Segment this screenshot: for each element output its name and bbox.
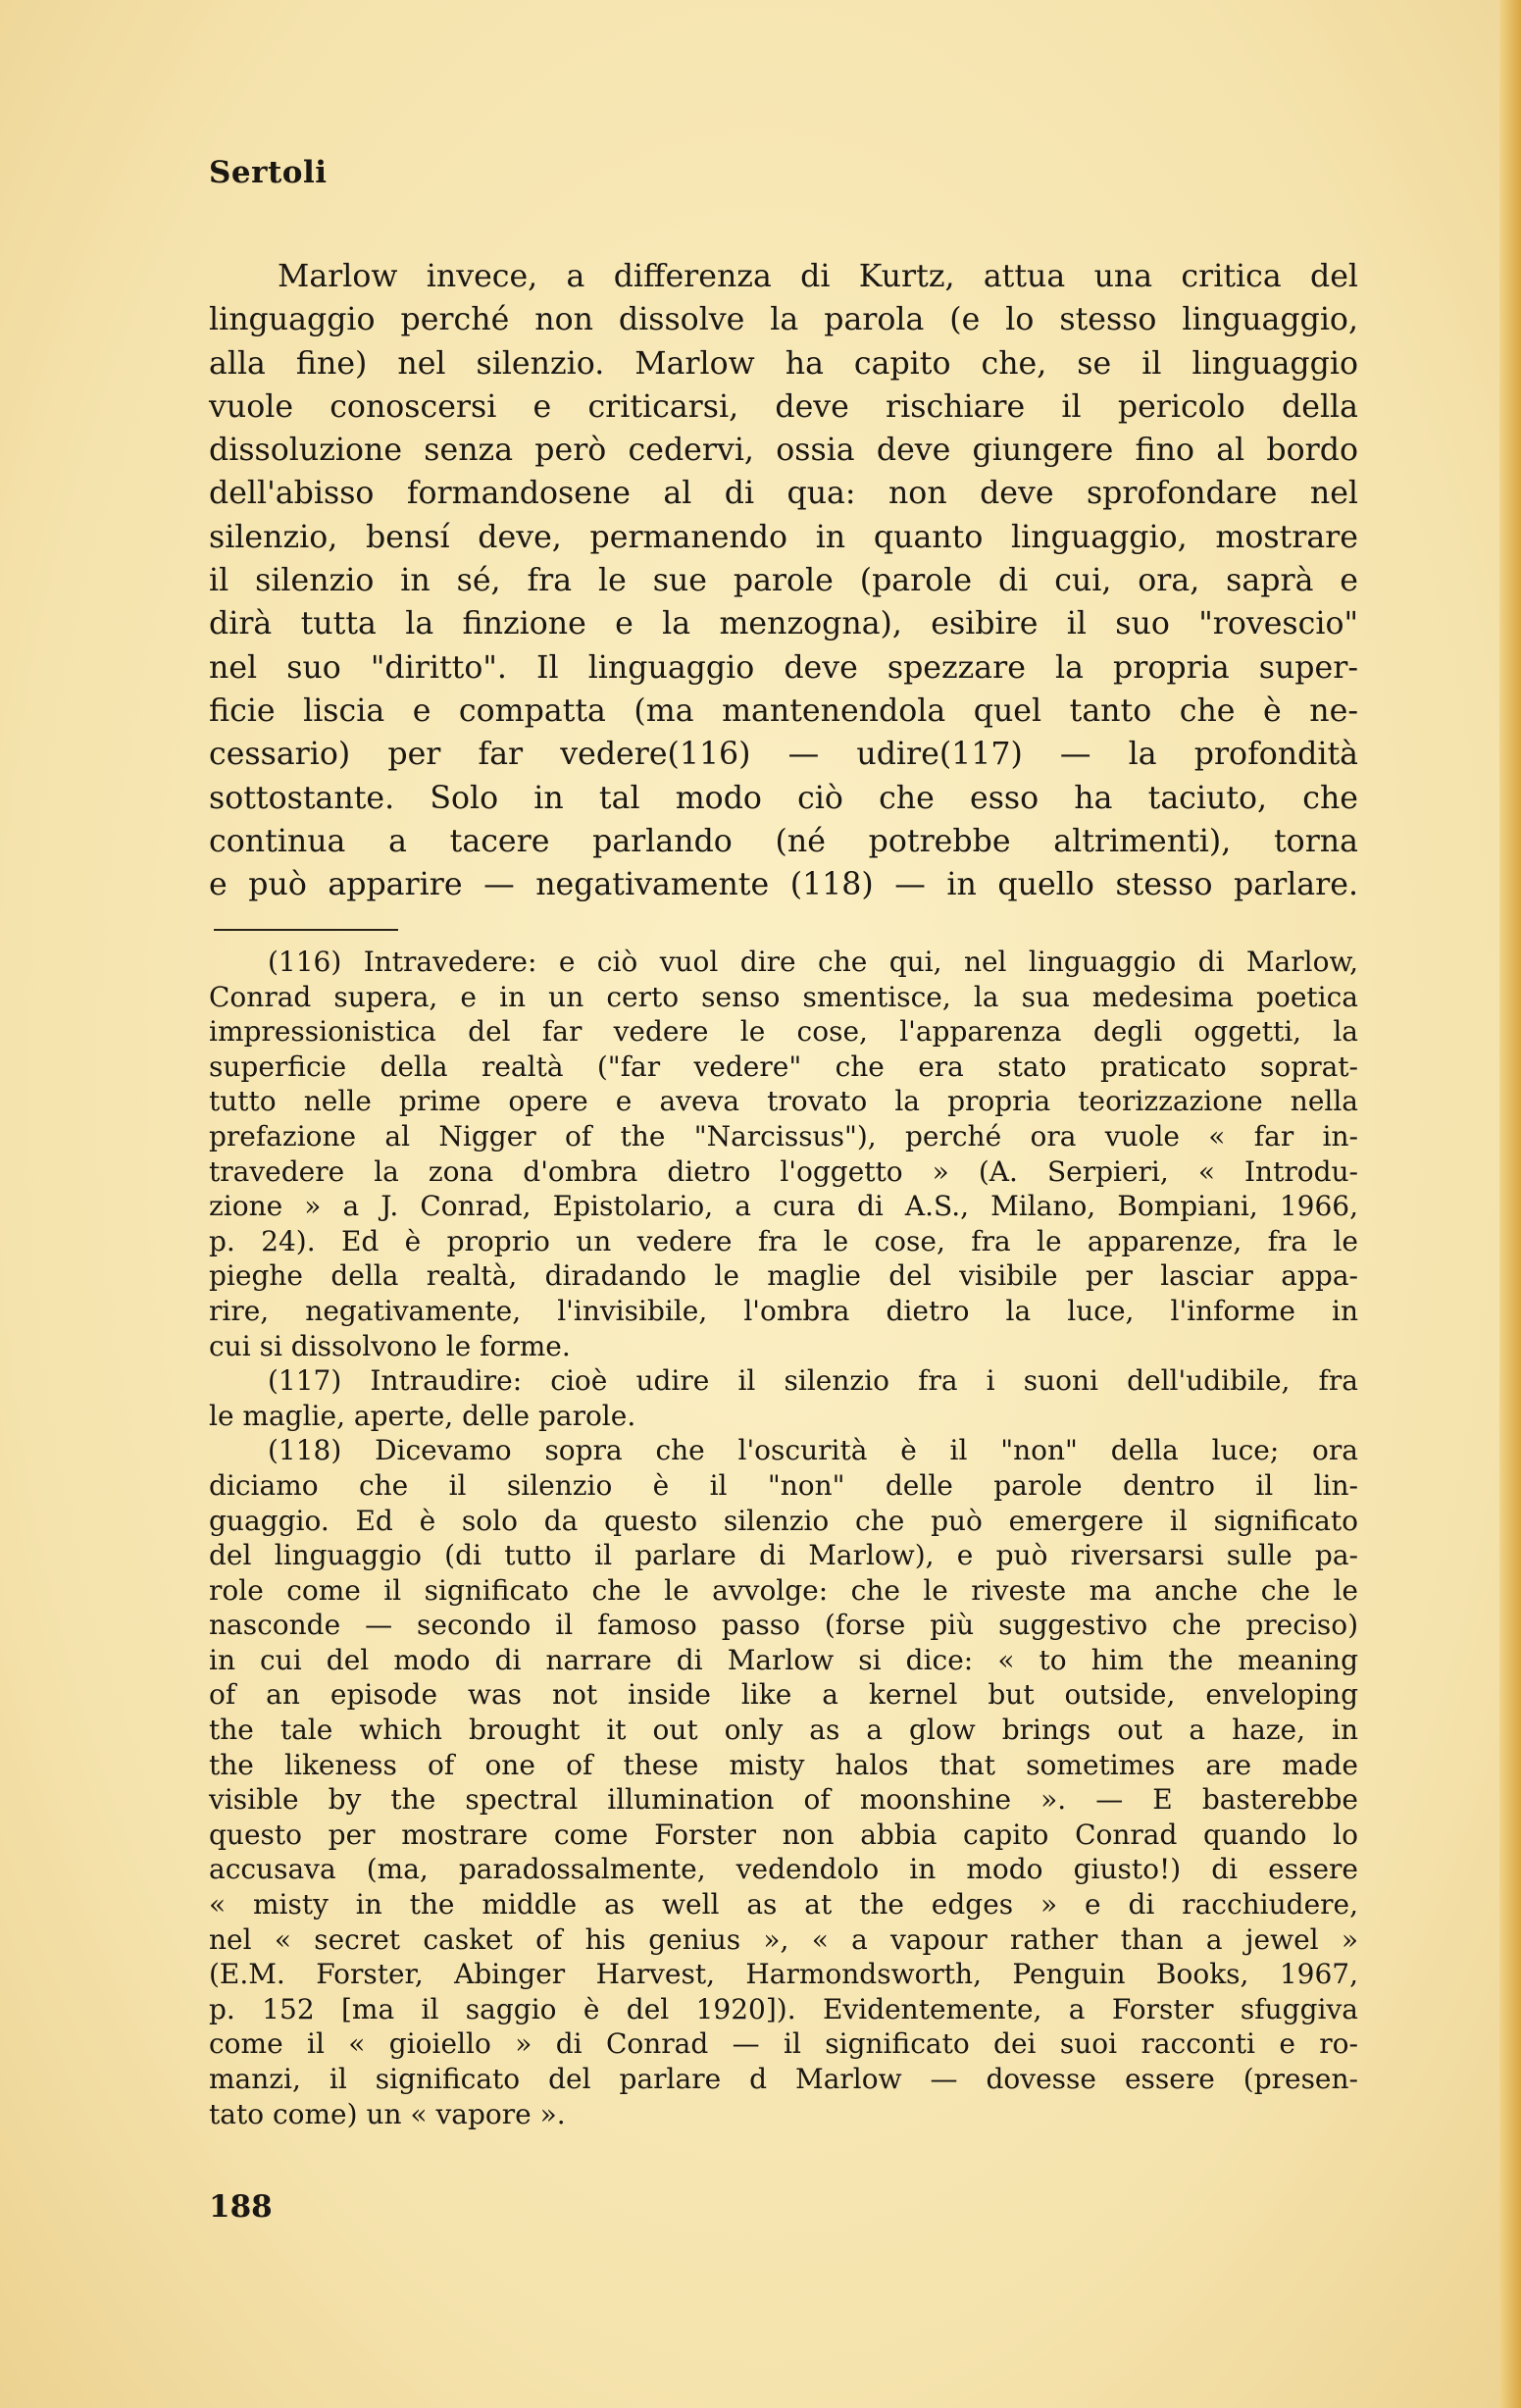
footnote-line: questo per mostrare come Forster non abbia capito Conrad quando lo xyxy=(209,1818,1358,1851)
main-line: dirà tutta la finzione e la menzogna), esibire il suo "rovescio" xyxy=(209,606,1358,642)
footnote-line: come il « gioiello » di Conrad — il significato dei suoi racconti e ro- xyxy=(209,2027,1358,2061)
main-line: il silenzio in sé, fra le sue parole (parole di cui, ora, saprà e xyxy=(209,563,1358,599)
footnote-line: cui si dissolvono le forme. xyxy=(209,1329,571,1362)
footnote-line: (116) Intravedere: e ciò vuol dire che qui, nel linguaggio di Marlow, xyxy=(268,946,1358,978)
main-line: dell'abisso formandosene al di qua: non deve sprofondare nel xyxy=(209,476,1358,512)
main-line: dissoluzione senza però cedervi, ossia deve giungere fino al bordo xyxy=(209,433,1358,469)
footnote-line: role come il significato che le avvolge: che le riveste ma anche che le xyxy=(209,1573,1358,1607)
footnote-line: rire, negativamente, l'invisibile, l'ombra dietro la luce, l'informe in xyxy=(209,1294,1358,1327)
main-line: sottostante. Solo in tal modo ciò che esso ha taciuto, che xyxy=(209,780,1358,816)
footnote-line: nasconde — secondo il famoso passo (forse più suggestivo che preciso) xyxy=(209,1609,1358,1642)
main-paragraph xyxy=(209,255,1358,906)
footnote-line: prefazione al Nigger of the "Narcissus"), perché ora vuole « far in- xyxy=(209,1119,1358,1153)
footnote-rule xyxy=(214,929,398,931)
footnote-line: tato come) un « vapore ». xyxy=(209,2097,566,2130)
footnote-line: Conrad supera, e in un certo senso smentisce, la sua medesima poetica xyxy=(209,980,1358,1013)
main-line: alla fine) nel silenzio. Marlow ha capito che, se il linguaggio xyxy=(209,345,1358,382)
main-line: vuole conoscersi e criticarsi, deve rischiare il pericolo della xyxy=(209,388,1358,425)
footnote-line: visible by the spectral illumination of moonshine ». — E basterebbe xyxy=(209,1783,1358,1817)
footnote-line: guaggio. Ed è solo da questo silenzio che può emergere il significato xyxy=(209,1504,1358,1537)
footnote-line: manzi, il significato del parlare d Marlow — dovesse essere (presen- xyxy=(209,2063,1358,2095)
footnote-line: zione » a J. Conrad, Epistolario, a cura di A.S., Milano, Bompiani, 1966, xyxy=(209,1190,1358,1223)
main-line: ficie liscia e compatta (ma mantenendola quel tanto che è ne- xyxy=(209,692,1358,729)
footnote-line: p. 24). Ed è proprio un vedere fra le cose, fra le apparenze, fra le xyxy=(209,1224,1358,1257)
main-line: linguaggio perché non dissolve la parola (e lo stesso linguaggio, xyxy=(209,302,1358,338)
footnote-line: diciamo che il silenzio è il "non" delle parole dentro il lin- xyxy=(209,1468,1358,1502)
footnote-line: accusava (ma, paradossalmente, vedendolo in modo giusto!) di essere xyxy=(209,1853,1358,1886)
footnote-line: in cui del modo di narrare di Marlow si dice: « to him the meaning xyxy=(209,1643,1358,1676)
footnote-line: (117) Intraudire: cioè udire il silenzio fra i suoni dell'udibile, fra xyxy=(268,1364,1358,1398)
footnote-line: of an episode was not inside like a kernel but outside, enveloping xyxy=(209,1678,1358,1712)
footnote-line: travedere la zona d'ombra dietro l'oggetto » (A. Serpieri, « Introdu- xyxy=(209,1154,1358,1188)
footnote-line: the likeness of one of these misty halos that sometimes are made xyxy=(209,1748,1358,1781)
footnote-line: del linguaggio (di tutto il parlare di Marlow), e può riversarsi sulle pa- xyxy=(209,1539,1358,1572)
main-line: e può apparire — negativamente (118) — in quello stesso parlare. xyxy=(209,867,1358,903)
footnote-line: superficie della realtà ("far vedere" che era stato praticato soprat- xyxy=(209,1050,1358,1083)
footnote-line: le maglie, aperte, delle parole. xyxy=(209,1399,636,1432)
page-edge xyxy=(1499,0,1521,2408)
main-line: cessario) per far vedere(116) — udire(117) — la profondità xyxy=(209,737,1358,773)
footnote-line: pieghe della realtà, diradando le maglie del visibile per lasciar appa- xyxy=(209,1259,1358,1293)
page-number: 188 xyxy=(209,2189,273,2225)
footnote-line: « misty in the middle as well as at the edges » e di racchiudere, xyxy=(209,1888,1358,1921)
footnote-line: nel « secret casket of his genius », « a vapour rather than a jewel » xyxy=(209,1922,1358,1956)
main-line: continua a tacere parlando (né potrebbe altrimenti), torna xyxy=(209,823,1358,859)
footnote-line: (E.M. Forster, Abinger Harvest, Harmondsworth, Penguin Books, 1967, xyxy=(209,1958,1358,1991)
footnote-line: (118) Dicevamo sopra che l'oscurità è il "non" della luce; ora xyxy=(268,1434,1358,1467)
running-head: Sertoli xyxy=(209,155,328,190)
main-line: Marlow invece, a differenza di Kurtz, attua una critica del xyxy=(278,259,1358,294)
footnote-line: p. 152 [ma il saggio è del 1920]). Evidentemente, a Forster sfuggiva xyxy=(209,1992,1358,2025)
main-line: nel suo "diritto". Il linguaggio deve spezzare la propria super- xyxy=(209,649,1358,686)
footnotes xyxy=(209,945,1358,2131)
footnote-line: impressionistica del far vedere le cose, l'apparenza degli oggetti, la xyxy=(209,1015,1358,1049)
footnote-line: the tale which brought it out only as a glow brings out a haze, in xyxy=(209,1714,1358,1747)
footnote-line: tutto nelle prime opere e aveva trovato la propria teorizzazione nella xyxy=(209,1085,1358,1118)
main-line: silenzio, bensí deve, permanendo in quanto linguaggio, mostrare xyxy=(209,519,1358,555)
